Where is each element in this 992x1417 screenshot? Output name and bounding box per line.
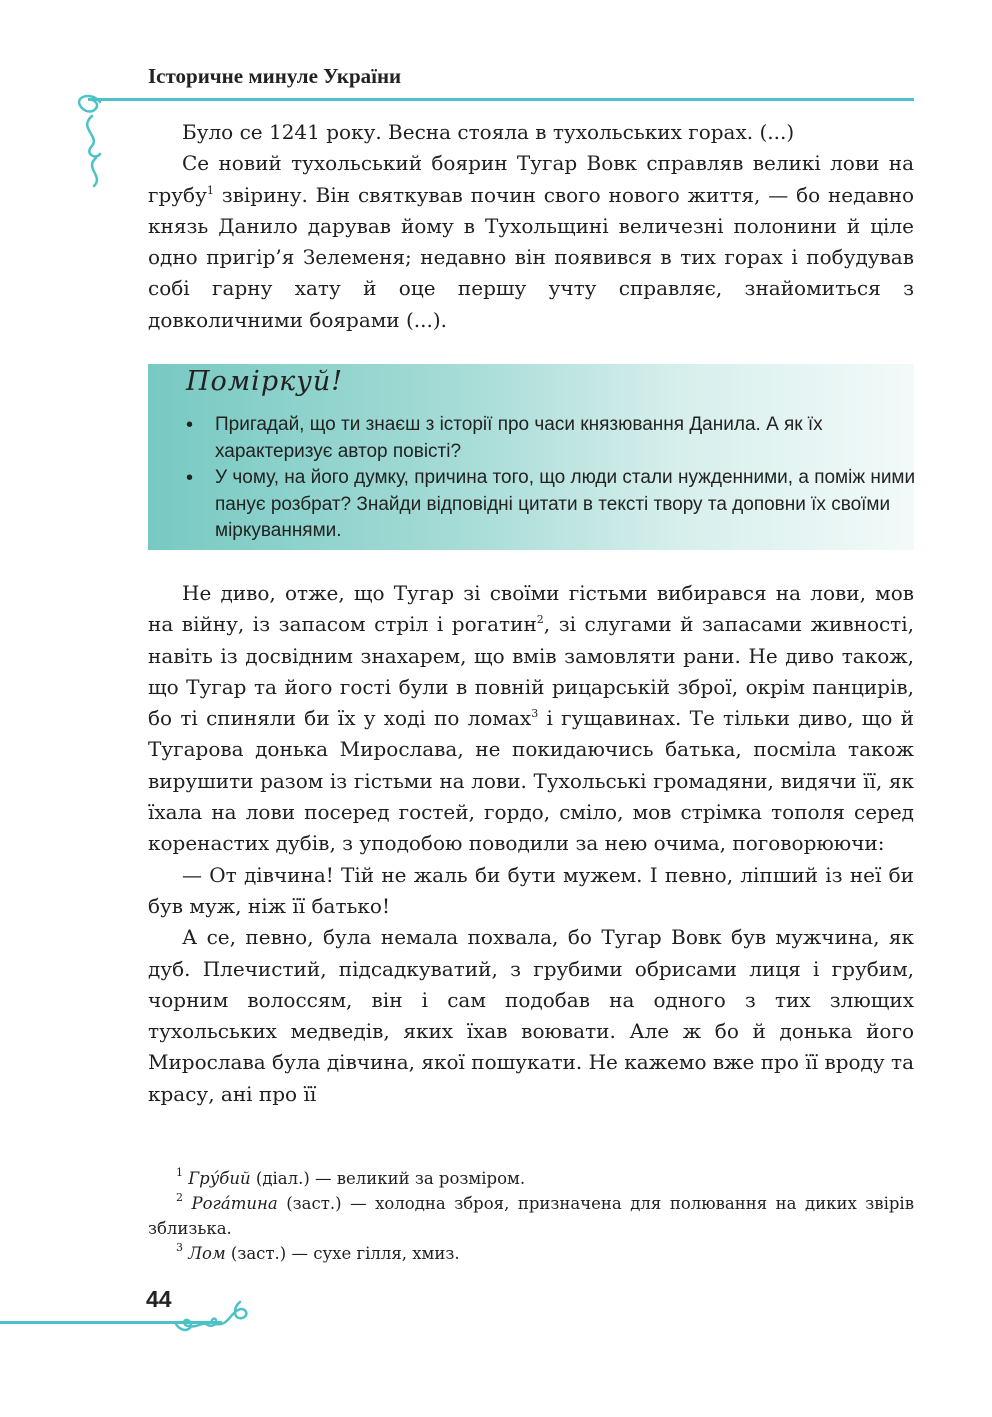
footnotes <box>148 1166 914 1266</box>
footnote-ref[interactable]: 1 <box>206 183 214 197</box>
footnote-number: 1 <box>176 1166 183 1179</box>
story-paragraph: Було се 1241 року. Весна стояла в тухольських горах. (...) <box>182 120 795 144</box>
footnote-text: (заст.) — холодна зброя, призначена для полювання на диких звірів зблизька. <box>148 1194 914 1238</box>
decorative-swirl-icon <box>70 88 120 198</box>
section-header-title: Історичне минуле України <box>148 64 402 88</box>
story-paragraph <box>148 578 914 860</box>
story-paragraph <box>148 148 914 336</box>
header-rule <box>88 98 914 101</box>
story-paragraph: А се, певно, була немала похвала, бо Тугар Вовк був мужчина, як дуб. Плечистий, підсадкуватий, з грубими обрисами лиця і грубим, чорним волоссям, він і сам подобав на одного з тих злющих тухольських медведів, яких їхав воювати. Але ж бо й донька його Мирослава була дівчина, якої пошукати. Не кажемо вже про її вроду та красу, ані про її <box>148 925 914 1106</box>
footnote-text: (заст.) — сухе гілля, хмиз. <box>225 1244 460 1263</box>
story-text-span: , зі слугами й запасами живності, навіть із досвідним знахарем, що вмів замовляти рани. Не диво також, що Тугар та його гості були в повній рицарській зброї, окрім панцирів, бо ті спиняли би їх у ході по ломах <box>148 612 915 731</box>
story-text-span: і гущавинах. Те тільки диво, що й Тугарова донька Мирослава, не покидаючись батька, посміла також вирушити разом із гістьми на лови. Тухольські громадяни, видячи її, як їхала на лови посеред гостей, гордо, сміло, мов стрімка тополя серед коренастих дубів, з уподобою поводили за нею очима, поговорюючи: <box>148 706 914 856</box>
story-text-span: Не диво, отже, що Тугар зі своїми гістьми вибирався на лови, мов на війну, із запасом стріл і рогатин <box>148 581 914 637</box>
footnote <box>148 1166 914 1191</box>
footnote-number: 2 <box>176 1191 183 1204</box>
story-text-bottom <box>148 578 914 1110</box>
page-number: 44 <box>146 1286 172 1312</box>
footnote-ref[interactable]: 3 <box>531 707 539 721</box>
decorative-swirl-icon <box>172 1294 252 1338</box>
story-text-span: Се новий тухольський боярин Тугар Вовк справляв великі лови на грубу <box>148 151 914 207</box>
footnote-number: 3 <box>176 1241 183 1254</box>
think-box-title: Поміркуй! <box>186 366 344 397</box>
story-paragraph: — От дівчина! Тій не жаль би бути мужем. І певно, ліпший із неї би був муж, ніж її батько! <box>148 862 914 918</box>
story-text-top <box>148 117 914 336</box>
footnote-term: Лом <box>188 1244 226 1263</box>
story-text-span: звірину. Він святкував почин свого нового життя, — бо недавно князь Данило дарував йому в Тухольщині величезні полонини й ціле одно пригір’я Зелеменя; недавно він появився в тих горах і побудував собі гарну хату й оце першу учту справляє, знайомиться з довколичними боярами (...). <box>148 182 915 332</box>
footnote-text: (діал.) — великий за розміром. <box>250 1169 526 1188</box>
think-box-item: • У чому, на його думку, причина того, що люди стали нужденними, а поміж ними панує розбрат? Знайди відповідні цитати в тексті твору та доповни їх своїми міркуваннями. <box>184 465 916 545</box>
footnote <box>148 1191 914 1241</box>
footnote-term: Гру́бий <box>188 1169 251 1188</box>
footnote-ref[interactable]: 2 <box>536 613 544 627</box>
think-box-list <box>184 412 916 545</box>
footnote-term: Рога́тина <box>191 1194 278 1213</box>
think-box-item: • Пригадай, що ти знаєш з історії про часи князювання Данила. А як їх характеризує автор повісті? <box>184 412 916 465</box>
footnote <box>148 1241 914 1266</box>
